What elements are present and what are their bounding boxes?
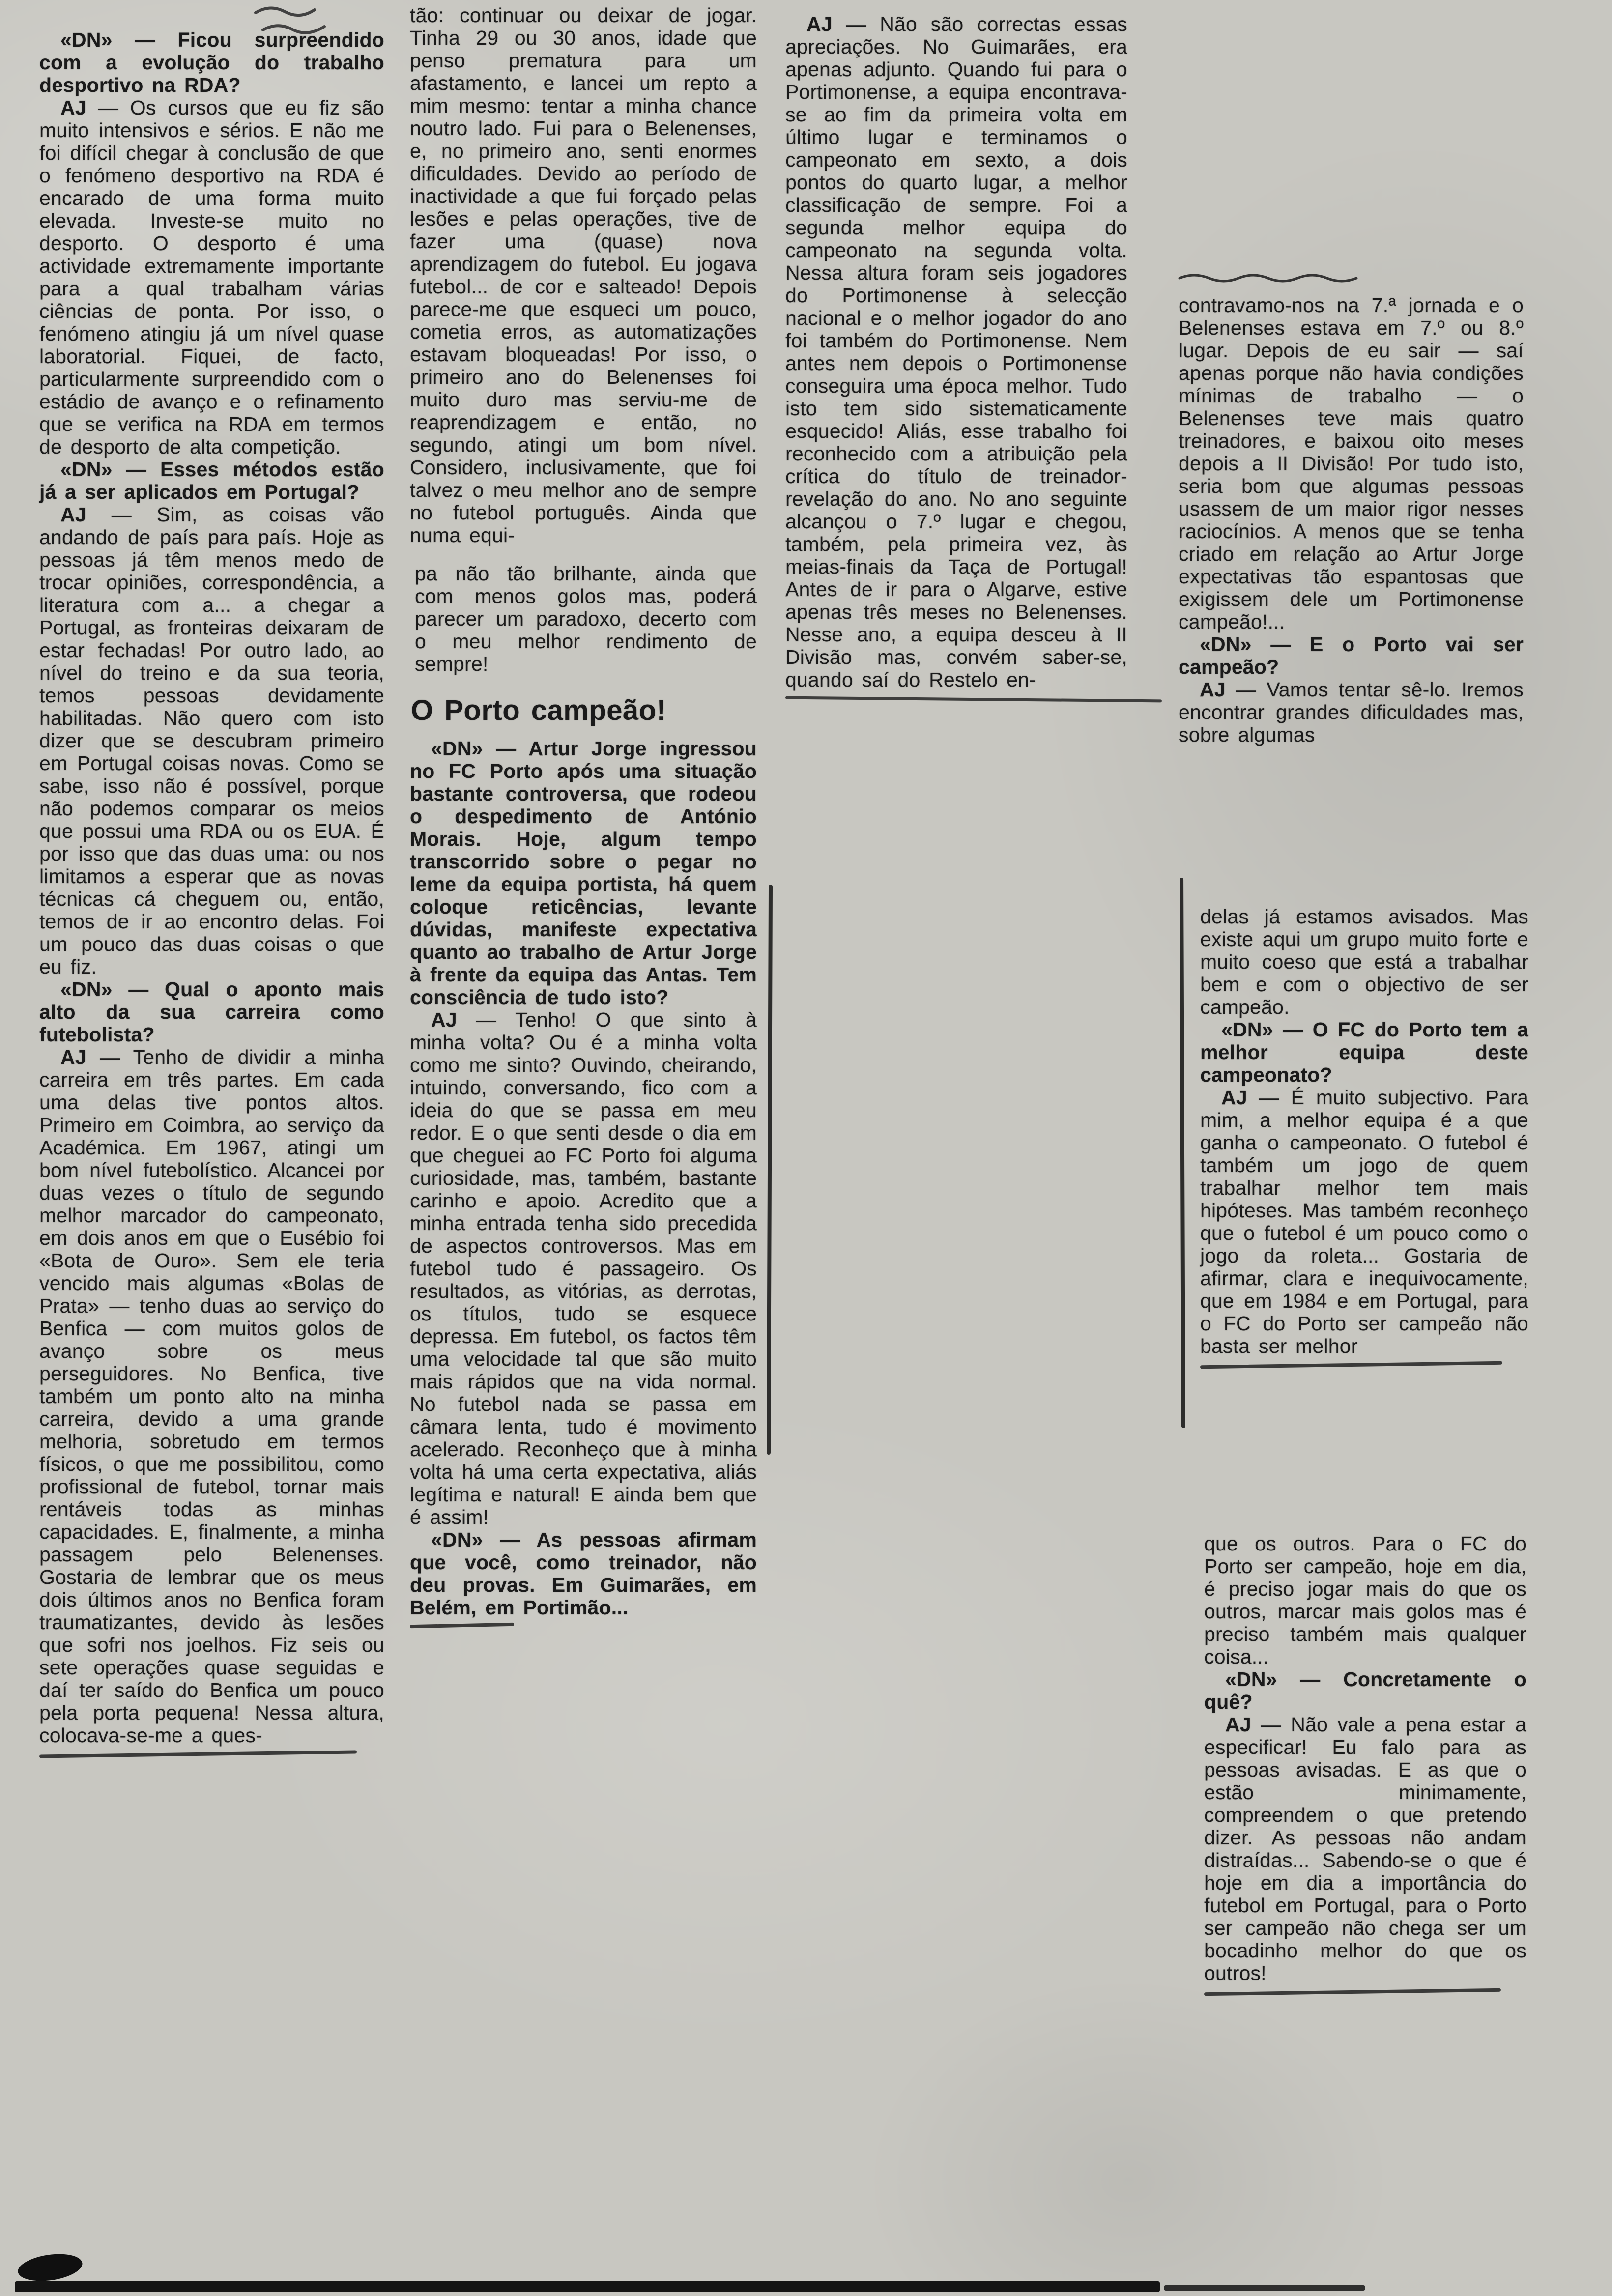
question-paragraph [1179,633,1524,678]
question-paragraph [1204,1668,1526,1713]
continuation-paragraph: que os outros. Para o FC do Porto ser campeão, hoje em dia, é preciso jogar mais do que os outros, marcar mais golos mas é preciso também mais qualquer coisa... [1204,1532,1526,1668]
question-text: «DN» — E o Porto vai ser campeão? [1179,633,1524,678]
speaker-initials: AJ [1200,678,1226,701]
question-text: «DN» — As pessoas afirmam que você, como treinador, não deu provas. Em Guimarães, em Belém, em Portimão... [410,1528,757,1619]
question-text: «DN» — Esses métodos estão já a ser aplicados em Portugal? [39,458,384,503]
article-column-4-block-b [1200,905,1528,1367]
article-column-2 [410,4,757,1627]
question-text: «DN» — Ficou surpreendido com a evolução do trabalho desportivo na RDA? [39,29,384,96]
scan-edge-band [1164,2285,1365,2291]
column-rule [1180,878,1185,1428]
question-paragraph [39,978,384,1046]
pen-squiggle [1177,271,1369,284]
answer-paragraph: AJ — Tenho! O que sinto à minha volta? Ou é a minha volta como me sinto? Ouvindo, cheirando, intuindo, conversando, fico com a ideia do que se passa em meu redor. E o que senti desde o dia em que cheguei ao FC Porto foi alguma curiosidade, mas, também, bastante carinho e apoio. Acredito que a minha entrada tenha sido precedida de aspectos controversos. Mas em futebol tudo é passageiro. Os resultados, as vitórias, as derrotas, os títulos, tudo se esquece depressa. Em futebol, os factos têm uma velocidade tal que são muito mais rápidos que na vida normal. No futebol nada se passa em câmara lenta, tudo é movimento acelerado. Reconheço que à minha volta há uma certa expectativa, aliás legítima e natural! E ainda bem que é assim! [410,1008,757,1528]
article-column-1 [39,29,384,1756]
question-paragraph [410,1528,757,1619]
answer-paragraph: AJ — Não vale a pena estar a especificar! Eu falo para as pessoas avisadas. E as que o estão minimamente, compreendem o que pretendo dizer. As pessoas não andam distraídas... Sabendo-se o que é hoje em dia a importância do futebol em Portugal, para o Porto ser campeão não chega ser um bocadinho melhor do que os outros! [1204,1713,1526,1984]
question-paragraph [39,458,384,503]
article-column-4-block-c [1204,1532,1526,1994]
answer-paragraph: AJ — Sim, as coisas vão andando de país para país. Hoje as pessoas já têm menos medo de trocar opiniões, correspondência, a literatura com a... a chegar a Portugal, as fronteiras deixaram de estar fechadas! Por outro lado, ao nível do treino e da sua teoria, temos pessoas devidamente habilitadas. Não quero com isto dizer que se descubram primeiro em Portugal coisas novas. Como se sabe, isso não é possível, porque não podemos comparar os meios que possui uma RDA ou os EUA. É por isso que das duas uma: ou nos limitamos a esperar que as novas técnicas cá cheguem ou, então, temos de ir ao encontro delas. Foi um pouco das duas coisas o que eu fiz. [39,503,384,978]
article-column-3 [785,13,1127,701]
question-text: «DN» — O FC do Porto tem a melhor equipa deste campeonato? [1200,1018,1528,1086]
question-text: «DN» — Artur Jorge ingressou no FC Porto após uma situação bastante controversa, que rodeou o despedimento de António Morais. Hoje, algum tempo transcorrido sobre o pegar no leme da equipa portista, há quem coloque reticências, levante dúvidas, manifeste expectativa quanto ao trabalho de Artur Jorge à frente da equipa das Antas. Tem consciência de tudo isto? [410,737,757,1008]
speaker-initials: AJ [60,96,86,119]
scan-ink-blob [16,2250,84,2285]
speaker-initials: AJ [60,503,86,526]
continuation-paragraph: delas já estamos avisados. Mas existe aqui um grupo muito forte e muito coeso que está a trabalhar bem e com o objectivo de ser campeão. [1200,905,1528,1018]
speaker-initials: AJ [60,1046,86,1068]
question-paragraph [410,737,757,1008]
scan-edge-band [15,2281,1160,2292]
continuation-paragraph: tão: continuar ou deixar de jogar. Tinha 29 ou 30 anos, idade que penso prematura para um afastamento, e lancei um repto a mim mesmo: tentar a minha chance noutro lado. Fui para o Belenenses, e, no primeiro ano, senti enormes dificuldades. Devido ao período de inactividade a que fui forçado pelas lesões e pelas operações, tive de fazer uma (quase) nova aprendizagem do futebol. Eu jogava futebol... de cor e salteado! Depois parece-me que esqueci um pouco, cometia erros, as automatizações estavam bloqueadas! Por isso, o primeiro ano do Belenenses foi muito duro mas serviu-me de reaprendizagem e então, no segundo, atingi um bom nível. Considero, inclusivamente, que foi talvez o meu melhor ano de sempre no futebol português. Ainda que numa equi- [410,4,757,546]
answer-paragraph: AJ — Vamos tentar sê-lo. Iremos encontrar grandes dificuldades mas, sobre algumas [1179,678,1524,746]
answer-paragraph: AJ — Não são correctas essas apreciações. No Guimarães, era apenas adjunto. Quando fui para o Portimonense, a equipa encontrava-se ao fim da primeira volta em último lugar e terminamos o campeonato em sexto, a dois pontos do quarto lugar, a melhor classificação de sempre. Foi a segunda melhor equipa do campeonato na segunda volta. Nessa altura foram seis jogadores do Portimonense à selecção nacional e o melhor jogador do ano foi também do Portimonense. Nem antes nem depois o Portimonense conseguira uma época melhor. Tudo isto tem sido sistematicamente esquecido! Aliás, esse trabalho foi reconhecido com a atribuição pela crítica do título de treinador-revelação do ano. No ano seguinte alcançou o 7.º lugar e chegou, também, pela primeira vez, às meias-finais da Taça de Portugal! Antes de ir para o Algarve, estive apenas três meses no Belenenses. Nesse ano, a equipa desceu à II Divisão mas, convém saber-se, quando saí do Restelo en- [785,13,1127,691]
continuation-paragraph: pa não tão brilhante, ainda que com menos golos mas, poderá parecer um paradoxo, decerto com o meu melhor rendimento de sempre! [415,562,757,675]
speaker-initials: AJ [806,13,833,35]
answer-paragraph: AJ — É muito subjectivo. Para mim, a melhor equipa é a que ganha o campeonato. O futebol é também um jogo de quem trabalhar melhor tem mais hipóteses. Mas também reconheço que o futebol é um pouco como o jogo da roleta... Gostaria de afirmar, clara e inequivocamente, que em 1984 e em Portugal, para o FC do Porto ser campeão não basta ser melhor [1200,1086,1528,1357]
speaker-initials: AJ [1225,1713,1251,1736]
question-text: «DN» — Qual o aponto mais alto da sua carreira como futebolista? [39,978,384,1046]
answer-paragraph: AJ — Os cursos que eu fiz são muito intensivos e sérios. E não me foi difícil chegar à conclusão de que o fenómeno desportivo na RDA é encarado de uma forma muito elevada. Investe-se muito no desporto. O desporto é uma actividade extremamente importante para a qual trabalham várias ciências de ponta. Por isso, o fenómeno atingiu já um nível quase laboratorial. Fiquei, de facto, particularmente surpreendido com o estádio de avanço e o refinamento que se verifica na RDA em termos de desporto de alta competição. [39,96,384,458]
question-paragraph [1200,1018,1528,1086]
pen-scribble [251,3,334,42]
article-column-4-block-a [1179,294,1524,746]
column-rule [767,885,773,1455]
section-headline: O Porto campeão! [411,694,666,726]
speaker-initials: AJ [1221,1086,1247,1109]
question-text: «DN» — Concretamente o quê? [1204,1668,1526,1713]
continuation-paragraph: contravamo-nos na 7.ª jornada e o Belenenses estava em 7.º ou 8.º lugar. Depois de eu sair — saí apenas porque não havia condições mínimas de trabalho — o Belenenses teve mais quatro treinadores, e baixou oito meses depois a II Divisão! Por tudo isto, seria bom que algumas pessoas usassem de um maior rigor nesses raciocínios. A menos que se tenha criado em relação ao Artur Jorge expectativas tão espantosas que exigissem dele um Portimonense campeão!... [1179,294,1524,633]
answer-paragraph: AJ — Tenho de dividir a minha carreira em três partes. Em cada uma delas tive pontos altos. Primeiro em Coimbra, ao serviço da Académica. Em 1967, atingi um bom nível futebolístico. Alcancei por duas vezes o título de segundo melhor marcador do campeonato, em dois anos em que o Eusébio foi «Bota de Ouro». Sem ele teria vencido mais algumas «Bolas de Prata» — tenho duas ao serviço do Benfica — com muitos golos de avanço sobre os meus perseguidores. No Benfica, tive também um ponto alto na minha carreira, devido a uma grande melhoria, sobretudo em termos físicos, o que me possibilitou, como profissional de futebol, tornar mais rentáveis todas as minhas capacidades. E, finalmente, a minha passagem pelo Belenenses. Gostaria de lembrar que os meus dois últimos anos no Benfica foram traumatizantes, devido às lesões que sofri nos joelhos. Fiz seis ou sete operações quase seguidas e daí ter saído do Benfica um pouco pela porta pequena! Nessa altura, colocava-se-me a ques- [39,1046,384,1747]
speaker-initials: AJ [431,1008,457,1031]
